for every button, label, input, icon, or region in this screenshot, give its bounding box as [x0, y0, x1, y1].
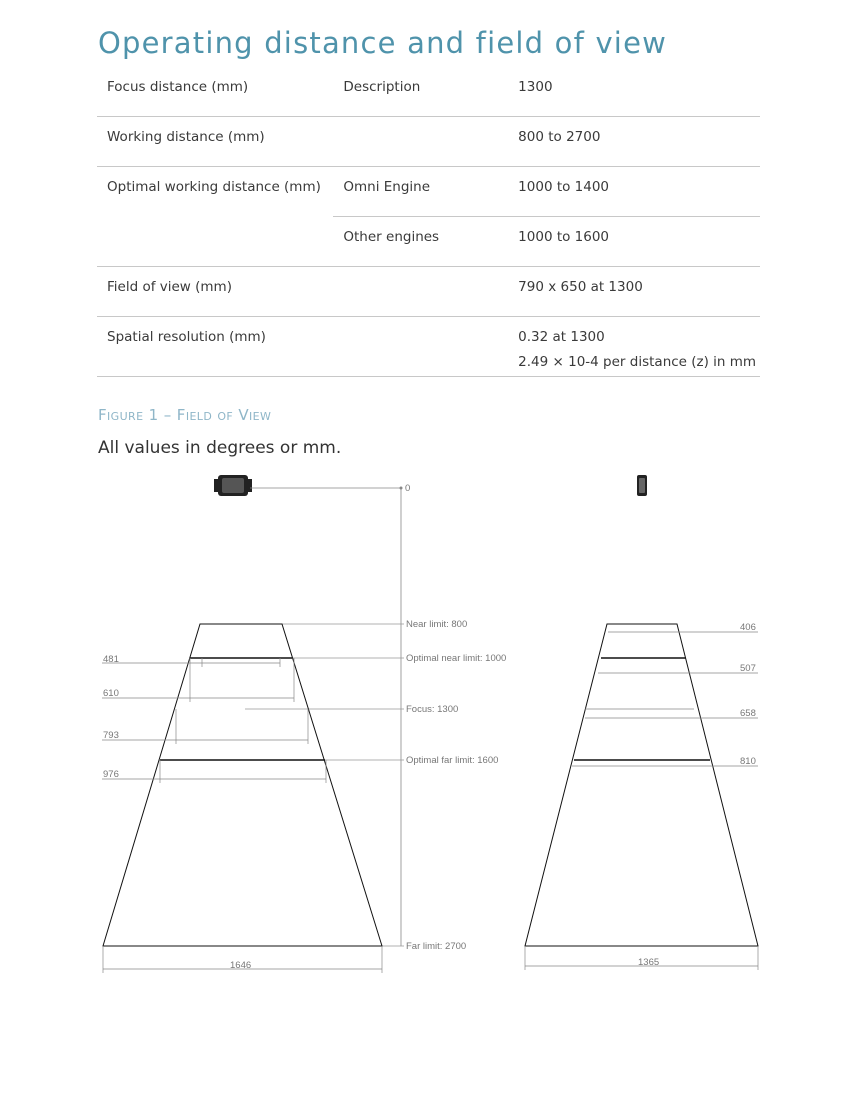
- camera-front-icon: [214, 475, 252, 496]
- row-value: 800 to 2700: [518, 117, 760, 167]
- width-481-label: 481: [103, 654, 119, 665]
- width-976-label: 976: [103, 769, 119, 780]
- field-of-view-diagram: [0, 460, 865, 990]
- row-sub: Other engines: [333, 217, 518, 267]
- width-658-label: 658: [740, 708, 756, 719]
- width-610-label: 610: [103, 688, 119, 699]
- row-value: 1300: [518, 67, 760, 117]
- width-1365-label: 1365: [638, 957, 660, 968]
- figure-note: All values in degrees or mm.: [98, 438, 342, 458]
- table-row: [97, 167, 760, 217]
- left-dimension-lines: [102, 658, 382, 973]
- axis-zero-label: 0: [405, 483, 411, 494]
- far-limit-label: Far limit: 2700: [406, 941, 467, 952]
- optimal-near-limit-label: Optimal near limit: 1000: [406, 653, 507, 664]
- width-810-label: 810: [740, 756, 756, 767]
- axis-origin-marker: [400, 487, 403, 490]
- table-row: [97, 317, 760, 377]
- table-row: [97, 117, 760, 167]
- optimal-far-limit-label: Optimal far limit: 1600: [406, 755, 499, 766]
- row-label: Optimal working distance (mm): [107, 179, 321, 195]
- row-label: Field of view (mm): [97, 267, 333, 317]
- row-value: 1000 to 1600: [518, 217, 760, 267]
- width-507-label: 507: [740, 663, 756, 674]
- row-label: [97, 217, 333, 267]
- row-value-secondary: 2.49 × 10-4 per distance (z) in mm: [518, 354, 757, 370]
- row-sub: [333, 267, 518, 317]
- camera-side-icon: [637, 475, 647, 496]
- page-title: Operating distance and field of view: [98, 26, 668, 60]
- right-fov-trapezoid: [525, 624, 758, 946]
- row-sub: [333, 317, 518, 377]
- row-label: Working distance (mm): [97, 117, 333, 167]
- right-dimension-lines: [525, 632, 758, 970]
- row-label: Spatial resolution (mm): [97, 317, 333, 377]
- near-limit-label: Near limit: 800: [406, 619, 468, 630]
- row-label: Focus distance (mm): [97, 67, 333, 117]
- focus-label: Focus: 1300: [406, 704, 459, 715]
- row-value: 790 x 650 at 1300: [518, 267, 760, 317]
- left-fov-trapezoid: [103, 624, 382, 946]
- width-793-label: 793: [103, 730, 119, 741]
- row-value: 1000 to 1400: [518, 167, 760, 217]
- width-406-label: 406: [740, 622, 756, 633]
- width-1646-label: 1646: [230, 960, 252, 971]
- table-row: [97, 217, 760, 267]
- row-sub: Description: [333, 67, 518, 117]
- table-row: [97, 67, 760, 117]
- table-row: [97, 267, 760, 317]
- figure-caption: Figure 1 – Field of View: [98, 406, 272, 424]
- row-value: 0.32 at 1300: [518, 329, 605, 345]
- row-sub: [333, 117, 518, 167]
- spec-table: [97, 67, 760, 377]
- row-sub: Omni Engine: [333, 167, 518, 217]
- row-value-cell: [518, 317, 760, 377]
